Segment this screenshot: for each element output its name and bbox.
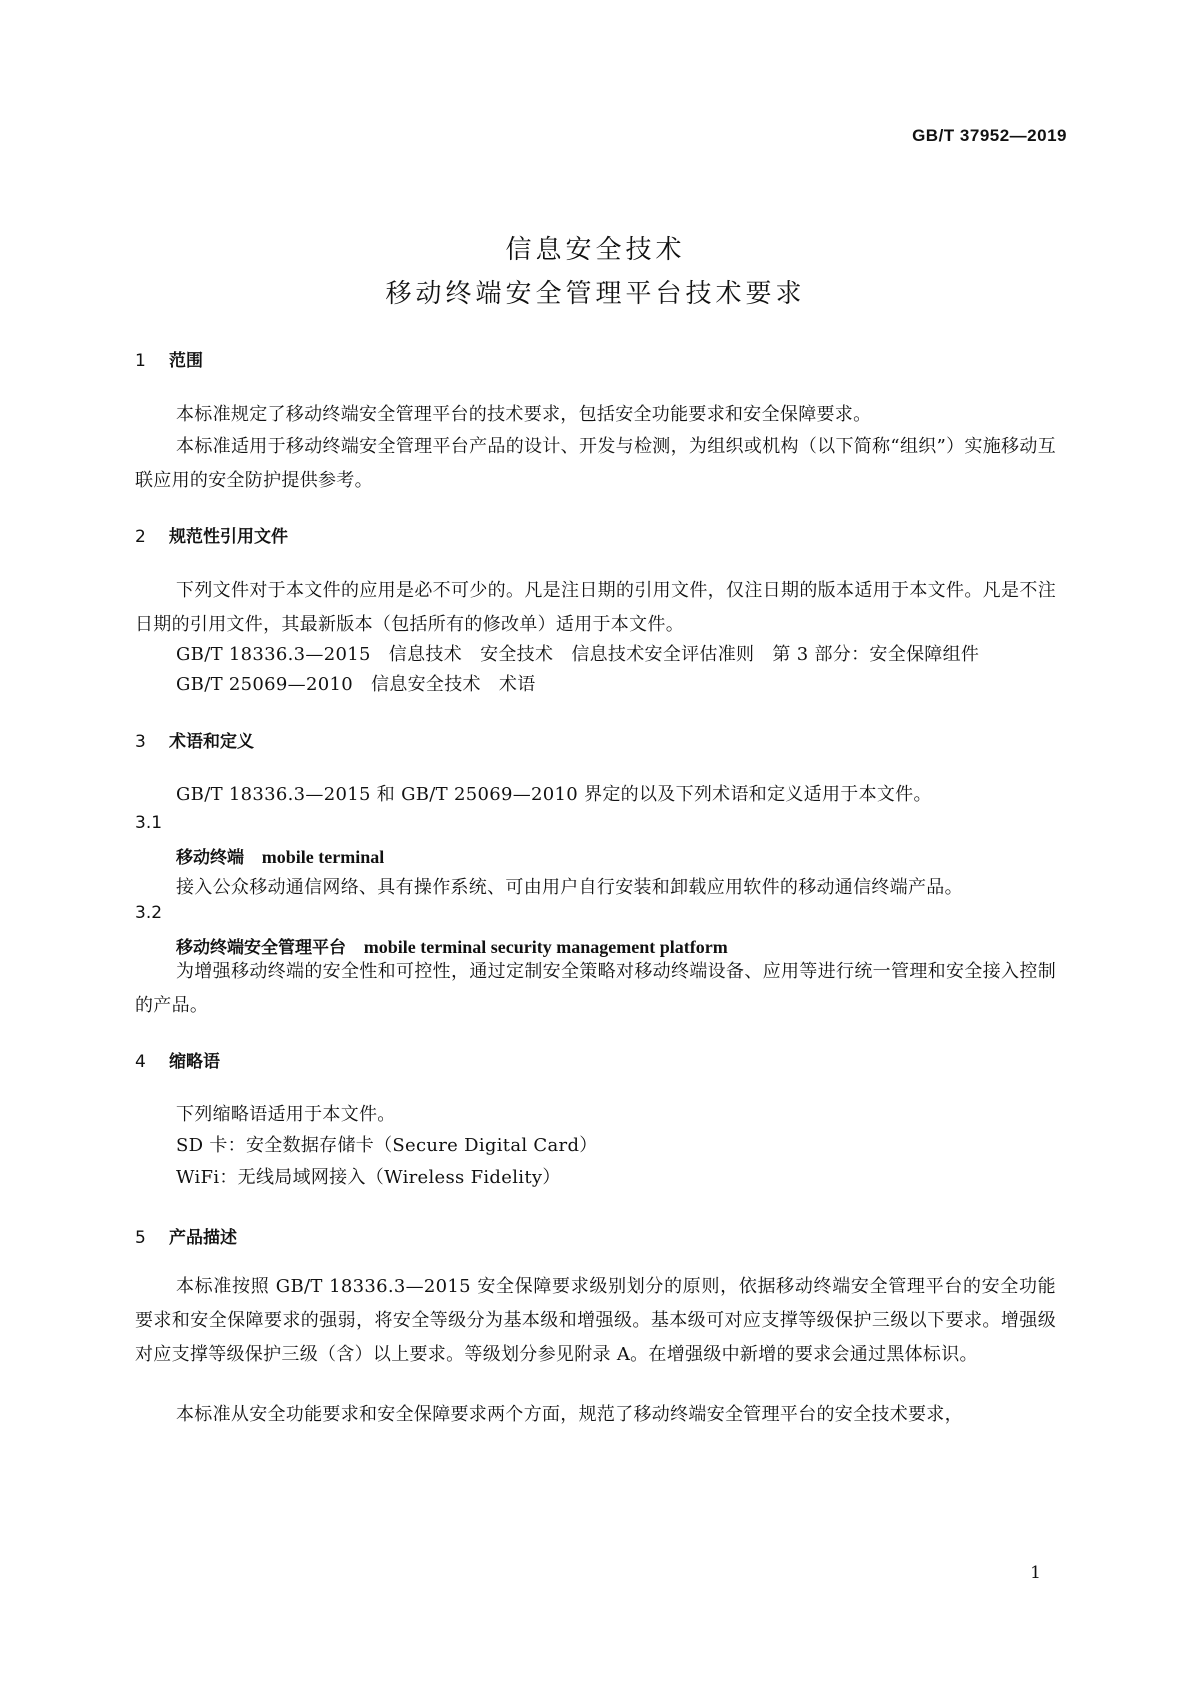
term-1-name: [176, 843, 384, 868]
term-1-zh: 移动终端: [176, 848, 244, 868]
section-title: 缩略语: [169, 1052, 220, 1072]
section-3-heading: [135, 727, 254, 752]
reference-1: GB/T 18336.3—2015 信息技术 安全技术 信息技术安全评估准则 第 3 部分：安全保障组件: [176, 644, 980, 665]
section-5-heading: [135, 1223, 237, 1248]
term-2-id: 3.2: [135, 903, 163, 923]
section-title: 范围: [169, 351, 203, 371]
term-2-zh: 移动终端安全管理平台: [176, 938, 346, 958]
section-2-paragraph-1: 下列文件对于本文件的应用是必不可少的。凡是注日期的引用文件，仅注日期的版本适用于本文件。凡是不注日期的引用文件，其最新版本（包括所有的修改单）适用于本文件。: [135, 580, 1056, 635]
section-1-heading: [135, 346, 203, 371]
title-line-2: 移动终端安全管理平台技术要求: [385, 279, 806, 309]
reference-2: GB/T 25069—2010 信息安全技术 术语: [176, 674, 536, 695]
section-5-paragraph-2: 本标准从安全功能要求和安全保障要求两个方面，规范了移动终端安全管理平台的安全技术要求，: [176, 1404, 963, 1425]
term-2-en: mobile terminal security management platform: [363, 937, 728, 957]
section-title: 术语和定义: [169, 732, 254, 752]
page-number: 1: [1030, 1563, 1041, 1583]
term-2-definition: 为增强移动终端的安全性和可控性，通过定制安全策略对移动终端设备、应用等进行统一管理和安全接入控制的产品。: [135, 961, 1056, 1016]
title-line-1: 信息安全技术: [505, 235, 686, 265]
section-5-paragraph-1: 本标准按照 GB/T 18336.3—2015 安全保障要求级别划分的原则，依据移动终端安全管理平台的安全功能要求和安全保障要求的强弱，将安全等级分为基本级和增强级。基本级可对应支撑等级保护三级以下要求。增强级对应支撑等级保护三级（含）以上要求。等级划分参见附录 A。在增强级中新增的要求会通过黑体标识。: [135, 1276, 1056, 1365]
section-1-paragraph-1: 本标准规定了移动终端安全管理平台的技术要求，包括安全功能要求和安全保障要求。: [176, 404, 872, 425]
term-1-definition: 接入公众移动通信网络、具有操作系统、可由用户自行安装和卸载应用软件的移动通信终端产品。: [176, 877, 963, 898]
section-4-intro: 下列缩略语适用于本文件。: [176, 1104, 396, 1125]
term-1-id: 3.1: [135, 813, 163, 833]
section-4-heading: [135, 1047, 220, 1072]
section-title: 产品描述: [169, 1228, 237, 1248]
section-number: 5: [135, 1228, 146, 1248]
standard-number: GB/T 37952—2019: [912, 126, 1067, 145]
section-number: 2: [135, 527, 146, 547]
term-1-en: mobile terminal: [261, 847, 385, 867]
section-number: 3: [135, 732, 146, 752]
section-number: 4: [135, 1052, 146, 1072]
section-3-intro: GB/T 18336.3—2015 和 GB/T 25069—2010 界定的以及下列术语和定义适用于本文件。: [176, 784, 932, 805]
abbreviation-wifi: WiFi：无线局域网接入（Wireless Fidelity）: [176, 1167, 561, 1188]
section-2-heading: [135, 522, 288, 547]
abbreviation-sd: SD 卡：安全数据存储卡（Secure Digital Card）: [176, 1135, 598, 1156]
section-title: 规范性引用文件: [169, 527, 288, 547]
section-number: 1: [135, 351, 146, 371]
section-1-paragraph-2: 本标准适用于移动终端安全管理平台产品的设计、开发与检测，为组织或机构（以下简称“组织”）实施移动互联应用的安全防护提供参考。: [135, 436, 1056, 491]
